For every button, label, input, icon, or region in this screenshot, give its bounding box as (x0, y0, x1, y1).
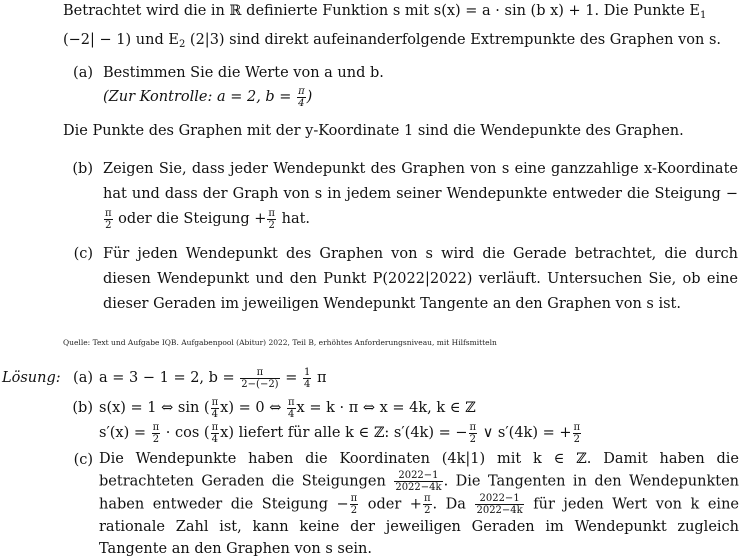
frac-num: 1 (303, 366, 311, 378)
frac-den: 2 (469, 433, 476, 445)
frac-den: 2 (424, 505, 431, 516)
sol-a-pre: a = 3 − 1 = 2, b = (99, 370, 240, 386)
task-b-text-3: hat. (277, 211, 311, 227)
sol-b-l2-mid3: ∨ s′(4k) = + (478, 425, 572, 441)
intro-text-3: (2|3) sind direkt aufeinanderfolgende Extrempunkte des Graphen von s. (185, 32, 721, 48)
intro-text-1: Betrachtet wird die in ℝ definierte Funktion s mit s(x) = a · sin (b x) + 1. Die Punkte E (63, 3, 701, 19)
frac-den: 2 (573, 433, 580, 445)
frac-num: π (211, 396, 219, 408)
sol-b-fraction-4 (211, 422, 220, 445)
sol-c-text-1: Die Wendepunkte haben die Koordinaten (4k|1) mit k ∈ ℤ. Damit haben die betrachteten Geraden die Steigungen (99, 451, 739, 490)
frac-num: π (423, 493, 431, 504)
sol-b-l2-mid: · cos ( (161, 425, 210, 441)
task-a-body (103, 61, 723, 109)
sol-c-text-5: für jeden Wert von k eine rationale Zahl ist, kann keine der jeweiligen Geraden im Wendepunkt zugleich Tangente an den Graphen von s sein. (99, 496, 739, 557)
frac-den: 2022−4k (476, 505, 523, 516)
sol-a-fraction-1 (240, 367, 279, 390)
task-a-label: (a) (73, 65, 93, 81)
frac-den: 4 (211, 433, 219, 445)
check-den: 4 (298, 97, 305, 109)
frac-den: 2 (350, 505, 358, 516)
sol-b-fraction-1 (211, 397, 220, 420)
solution-c-body (99, 448, 739, 560)
task-c-label: (c) (73, 246, 93, 262)
frac-den: 4 (288, 408, 295, 420)
solution-label: Lösung: (2, 370, 61, 386)
task-b-text-1: Zeigen Sie, dass jeder Wendepunkt des Graphen von s eine ganzzahlige x-Koordinate hat und dass der Graph von s in jedem seiner Wendepunkte entweder die Steigung − (103, 161, 738, 202)
frac-den: 2 (268, 219, 275, 231)
sol-b-l2-pre: s′(x) = (99, 425, 151, 441)
frac-num: π (211, 421, 219, 433)
frac-den: 2 (152, 433, 160, 445)
intro-text-2: (−2| − 1) und E (63, 32, 179, 48)
task-b-text-2: oder die Steigung + (113, 211, 267, 227)
solution-a-body (99, 366, 739, 390)
task-a-text: Bestimmen Sie die Werte von a und b. (103, 65, 384, 81)
task-c-body: Für jeden Wendepunkt des Graphen von s wird die Gerade betrachtet, die durch diesen Wendepunkt und den Punkt P(2022|2022) verläuft. Untersuchen Sie, ob eine dieser Geraden im jeweiligen Wendepunkt Tangente an den Graphen von s ist. (103, 246, 738, 312)
sol-b-fraction-5 (469, 422, 478, 445)
check-pre: (Zur Kontrolle: a = 2, b = (103, 89, 297, 105)
frac-num: π (240, 367, 279, 379)
sol-b-l1-mid: x) = 0 ⇔ (220, 400, 286, 416)
sol-b-fraction-2 (287, 397, 296, 420)
sol-c-fraction-4 (475, 493, 523, 516)
inflection-paragraph: Die Punkte des Graphen mit der y-Koordinate 1 sind die Wendepunkte des Graphen. (63, 123, 684, 139)
frac-num: π (350, 493, 358, 504)
sol-b-fraction-6 (573, 422, 582, 445)
check-post: ) (306, 89, 313, 105)
frac-den: 2022−4k (395, 482, 442, 493)
task-b-body (103, 157, 738, 232)
sol-b-fraction-3 (152, 422, 161, 445)
task-b-label: (b) (72, 161, 93, 177)
task-a-check (103, 85, 723, 109)
sol-b-l2-mid2: x) liefert für alle k ∈ ℤ: s′(4k) = − (220, 425, 468, 441)
frac-den: 2−(−2) (241, 378, 279, 390)
frac-num: 2022−1 (475, 493, 523, 505)
solution-c-label: (c) (73, 452, 93, 468)
solution-b-line-2 (99, 421, 739, 446)
sol-c-fraction-3 (423, 493, 432, 516)
sol-a-fraction-2 (303, 367, 311, 390)
solution-b-line-1 (99, 396, 739, 421)
sol-c-fraction-2 (350, 493, 359, 516)
sol-c-text-3: oder + (359, 496, 422, 513)
e1-subscript: 1 (700, 10, 707, 21)
sol-b-l1-post: x = k · π ⇔ x = 4k, k ∈ ℤ (296, 400, 476, 416)
sol-c-fraction-1 (394, 470, 442, 493)
frac-num: π (287, 396, 295, 408)
task-b-fraction-2 (267, 208, 276, 231)
sol-c-text-2: . Die Tangenten in den Wendepunkten haben entweder die Steigung − (99, 473, 739, 513)
frac-num: π (469, 421, 477, 433)
frac-num: π (152, 421, 160, 433)
sol-c-text-4: . Da (432, 496, 475, 513)
sol-a-post: π (312, 370, 327, 386)
frac-den: 4 (303, 378, 311, 390)
sol-a-mid: = (280, 370, 302, 386)
frac-den: 4 (211, 408, 219, 420)
check-fraction (297, 86, 306, 109)
sol-b-l1-pre: s(x) = 1 ⇔ sin ( (99, 400, 210, 416)
intro-paragraph (63, 0, 740, 57)
e2-subscript: 2 (178, 39, 186, 50)
solution-b-label: (b) (72, 400, 93, 416)
task-b-fraction-1 (104, 208, 113, 231)
frac-num: π (105, 207, 112, 219)
frac-num: 2022−1 (394, 470, 442, 482)
solution-a-label: (a) (73, 370, 93, 386)
check-num: π (298, 85, 305, 97)
frac-num: π (573, 421, 581, 433)
frac-den: 2 (105, 219, 112, 231)
frac-num: π (268, 207, 275, 219)
solution-b-body (99, 396, 739, 446)
source-citation: Quelle: Text und Aufgabe IQB. Aufgabenpool (Abitur) 2022, Teil B, erhöhtes Anforderungsniveau, mit Hilfsmitteln (63, 338, 497, 347)
